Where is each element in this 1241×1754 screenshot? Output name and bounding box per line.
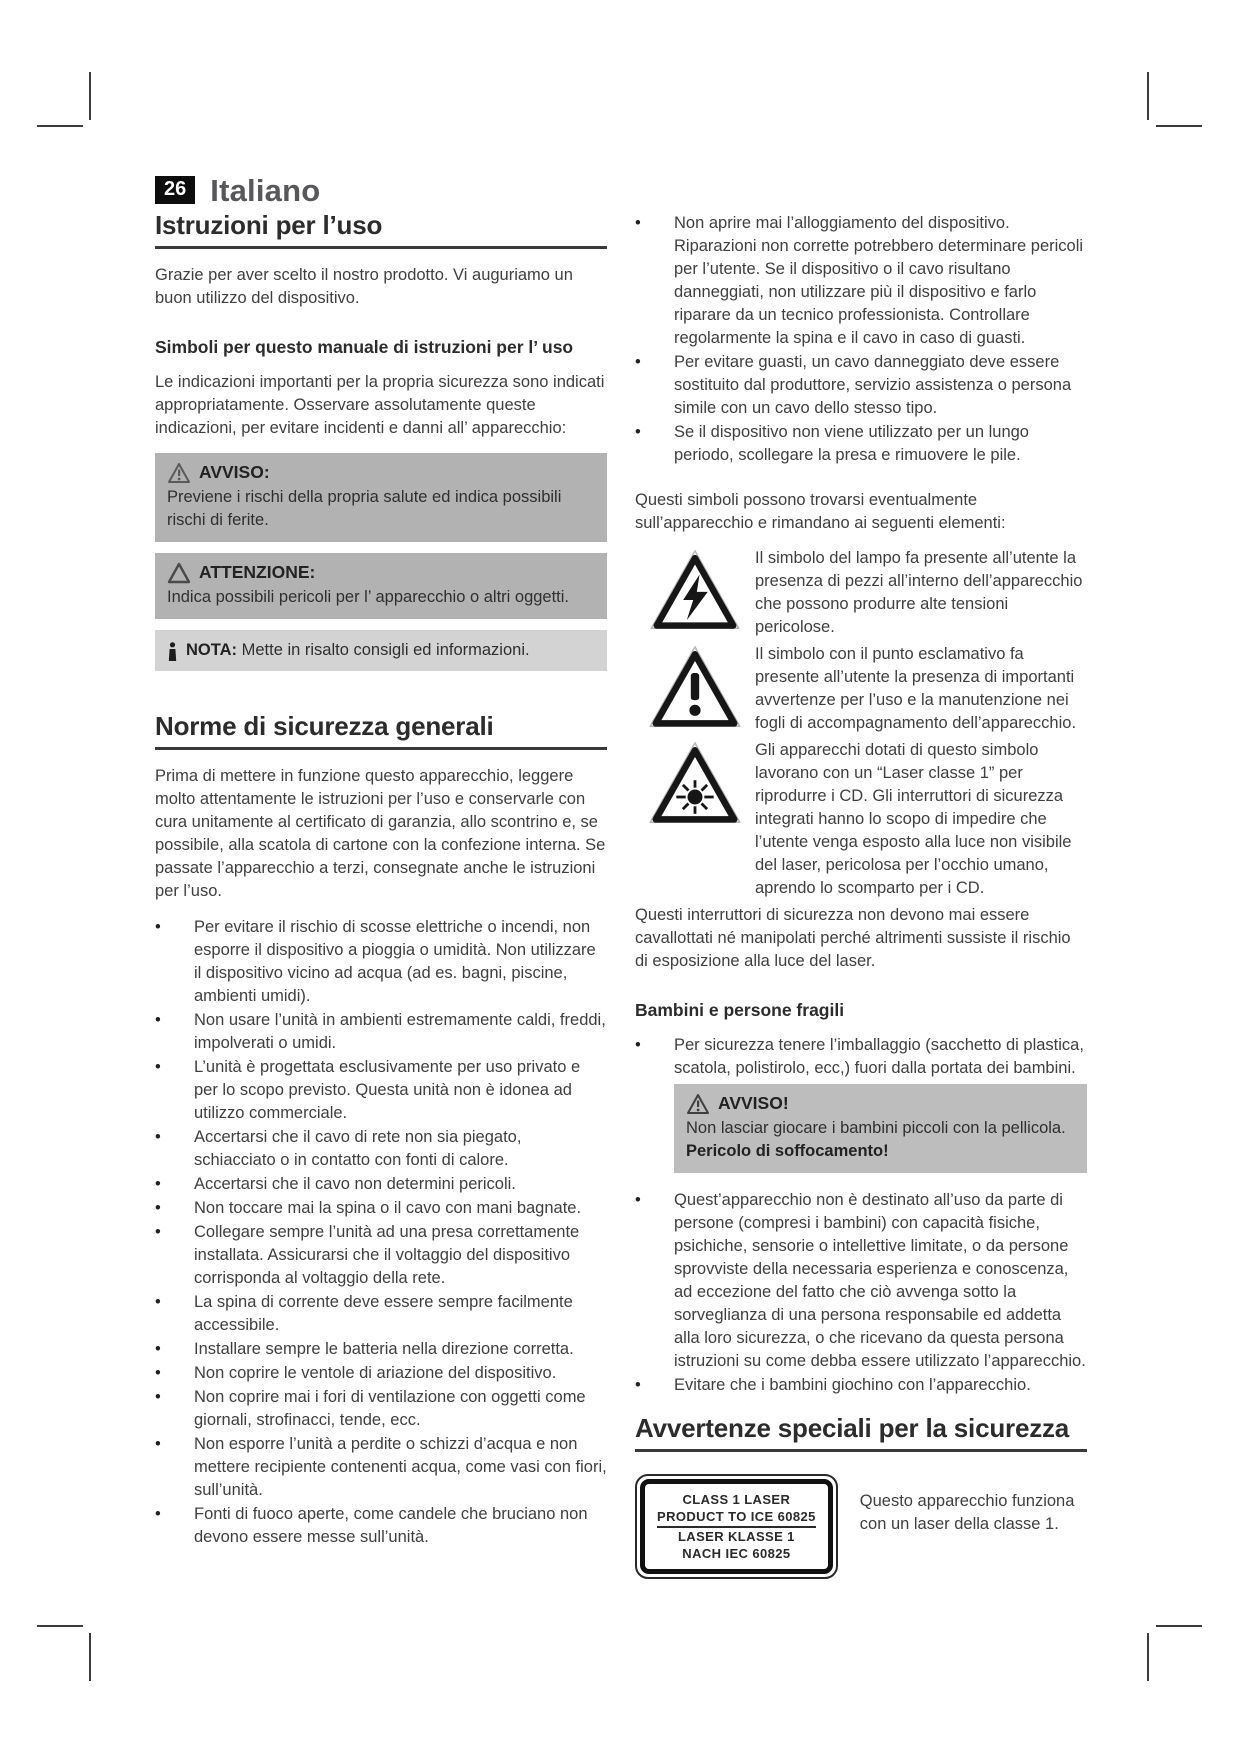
bullet-text: Non coprire le ventole di ariazione del dispositivo. xyxy=(194,1364,557,1382)
language-title: Italiano xyxy=(210,172,321,208)
warning-box-header xyxy=(167,461,595,484)
laser-label-line xyxy=(657,1508,816,1528)
crop-mark xyxy=(1156,125,1202,127)
bullet-text: Per evitare il rischio di scosse elettriche o incendi, non esporre il dispositivo a pioggia o umidità. Non utilizzare il dispositivo vicino ad acqua (ad es. bagni, piscine, ambienti umidi). xyxy=(194,918,596,1005)
bullet-item xyxy=(155,1386,607,1432)
laser-triangle-icon xyxy=(635,739,755,900)
bullet-text: Quest’apparecchio non è destinato all’uso da parte di persone (compresi i bambini) con capacità fisiche, psichiche, sensorie o intellettive limitate, o da persone sprovviste della necessaria esperienza e conoscenza, ad eccezione del fatto che ciò avvenga sotto la sorveglianza di una persona responsabile ed addetta alla loro sicurezza, o che ricevano da questa persona istruzioni su come debba essere utilizzato l’apparecchio. xyxy=(674,1191,1086,1370)
bullet-text: Per sicurezza tenere l’imballaggio (sacchetto di plastica, scatola, polistirolo, ecc,) fuori dalla portata dei bambini. xyxy=(674,1036,1084,1077)
note-body: Mette in risalto consigli ed informazioni. xyxy=(241,641,530,659)
bullet-marker: • xyxy=(155,1435,161,1453)
bullet-text: Evitare che i bambini giochino con l’apparecchio. xyxy=(674,1376,1031,1394)
page-number-badge: 26 xyxy=(155,176,195,204)
bullet-text: Installare sempre le batteria nella direzione corretta. xyxy=(194,1340,574,1358)
symbol-description: Il simbolo del lampo fa presente all’utente la presenza di pezzi all’interno dell’apparecchio che possono produrre alte tensioni pericolose. xyxy=(755,549,1083,636)
bullet-marker: • xyxy=(155,918,161,936)
bullet-text: Non toccare mai la spina o il cavo con mani bagnate. xyxy=(194,1199,582,1217)
bullet-marker: • xyxy=(155,1340,161,1358)
bullet-text: Non esporre l’unità a perdite o schizzi d’acqua e non mettere recipiente contenenti acqua, come vasi con fiori, sull’unità. xyxy=(194,1435,607,1499)
device-bullet-list xyxy=(635,212,1087,467)
right-column xyxy=(635,212,1087,1579)
bullet-item xyxy=(635,1034,1087,1080)
bullet-item xyxy=(155,1221,607,1290)
bullet-item xyxy=(155,1503,607,1549)
bullet-text: Se il dispositivo non viene utilizzato per un lungo periodo, scollegare la presa e rimuovere le pile. xyxy=(674,423,1029,464)
safety-intro-paragraph: Prima di mettere in funzione questo apparecchio, leggere molto attentamente le istruzioni per l’uso e conservarle con cura unitamente al certificato di garanzia, allo scontrino e, se possibile, alla scatola di cartone con la confezione interna. Se passate l’apparecchio a terzi, consegnate anche le istruzioni per l’uso. xyxy=(155,767,606,900)
bullet-marker: • xyxy=(155,1223,161,1241)
bullet-item xyxy=(155,1433,607,1502)
bullet-marker: • xyxy=(635,1036,641,1054)
symbol-row xyxy=(635,643,1087,735)
choking-warning-box xyxy=(674,1084,1087,1173)
warning-box-title: AVVISO: xyxy=(199,462,270,482)
choking-warning-bold-text: Pericolo di soffocamento! xyxy=(686,1142,889,1160)
bullet-item xyxy=(155,1009,607,1055)
laser-label-line: CLASS 1 LASER xyxy=(682,1492,791,1507)
bullet-marker: • xyxy=(155,1175,161,1193)
section-title-istruzioni: Istruzioni per l’uso xyxy=(155,214,607,249)
safety-bullet-list xyxy=(155,916,607,1549)
bullet-marker: • xyxy=(155,1505,161,1523)
bullet-marker: • xyxy=(635,1191,641,1209)
bullet-item xyxy=(155,916,607,1008)
class1-laser-label xyxy=(635,1474,838,1579)
section-title-avvertenze: Avvertenze speciali per la sicurezza xyxy=(635,1417,1087,1452)
bullet-item xyxy=(155,1126,607,1172)
bullet-item xyxy=(155,1291,607,1337)
bullet-item xyxy=(155,1362,607,1385)
bullet-item xyxy=(155,1173,607,1196)
children-section-title: Bambini e persone fragili xyxy=(635,1000,845,1020)
info-icon xyxy=(167,639,178,661)
bullet-text: Non usare l’unità in ambienti estremamente caldi, freddi, impolverati o umidi. xyxy=(194,1011,606,1052)
warning-box-text: Previene i rischi della propria salute ed indica possibili rischi di ferite. xyxy=(167,488,562,529)
page-header xyxy=(155,172,607,208)
caution-box xyxy=(155,553,607,619)
laser-label-line: LASER KLASSE 1 xyxy=(677,1529,795,1544)
children-bullet-list xyxy=(635,1034,1087,1080)
class1-laser-label-text xyxy=(640,1479,833,1574)
subsection-symbols-title: Simboli per questo manuale di istruzioni per l’ uso xyxy=(155,337,574,357)
exclamation-triangle-icon xyxy=(635,643,755,735)
bullet-text: Accertarsi che il cavo di rete non sia piegato, schiacciato o in contatto con fonti di calore. xyxy=(194,1128,522,1169)
symbol-row xyxy=(635,547,1087,639)
bullet-item xyxy=(155,1197,607,1220)
bullet-marker: • xyxy=(155,1058,161,1076)
crop-mark xyxy=(37,125,83,127)
choking-warning-text: Non lasciar giocare i bambini piccoli con la pellicola. xyxy=(686,1119,1066,1137)
bullet-text: Fonti di fuoco aperte, come candele che bruciano non devono essere messe sull’unità. xyxy=(194,1505,588,1546)
bullet-text: Non aprire mai l’alloggiamento del dispositivo. Riparazioni non corrette potrebbero determinare pericoli per l’utente. Se il dispositivo o il cavo risultano danneggiati, non utilizzare più il dispositivo e farlo riparare da un tecnico professionista. Controllare regolarmente la spina e il cavo in caso di guasti. xyxy=(674,214,1084,347)
laser-caption: Questo apparecchio funziona con un laser della classe 1. xyxy=(859,1492,1075,1533)
warning-triangle-icon xyxy=(167,462,191,484)
bullet-marker: • xyxy=(155,1364,161,1382)
crop-mark xyxy=(89,72,91,120)
bullet-text: Non coprire mai i fori di ventilazione con oggetti come giornali, strofinacci, tende, ecc. xyxy=(194,1388,586,1429)
left-column xyxy=(155,172,607,1550)
triangle-icon xyxy=(167,562,191,584)
caution-box-title: ATTENZIONE: xyxy=(199,562,316,582)
bullet-item xyxy=(635,421,1087,467)
intro-paragraph: Grazie per aver scelto il nostro prodotto. Vi auguriamo un buon utilizzo del dispositivo. xyxy=(155,266,573,307)
bullet-item xyxy=(155,1338,607,1361)
symbol-description: Gli apparecchi dotati di questo simbolo lavorano con un “Laser classe 1” per riprodurre i CD. Gli interruttori di sicurezza integrati hanno lo scopo di impedire che l’utente venga esposto alla luce non visibile del laser, pericolosa per l’occhio umano, aprendo lo scomparto per i CD. xyxy=(755,741,1072,897)
bullet-marker: • xyxy=(155,1011,161,1029)
bullet-text: Per evitare guasti, un cavo danneggiato deve essere sostituito dal produttore, servizio assistenza o persona simile con un cavo dello stesso tipo. xyxy=(674,353,1072,417)
laser-class-row xyxy=(635,1474,1087,1579)
caution-box-header xyxy=(167,561,595,584)
symbol-row xyxy=(635,739,1087,900)
high-voltage-triangle-icon xyxy=(635,547,755,639)
bullet-marker: • xyxy=(635,423,641,441)
bullet-item xyxy=(635,1374,1087,1397)
choking-warning-header xyxy=(686,1092,1075,1115)
laser-label-line-underlined: PRODUCT TO ICE 60825 xyxy=(657,1508,816,1528)
bullet-item xyxy=(635,212,1087,350)
laser-interlock-note: Questi interruttori di sicurezza non devono mai essere cavallottati né manipolati perché altrimenti sussiste il rischio di esposizione alla luce del laser. xyxy=(635,906,1071,970)
bullet-text: La spina di corrente deve essere sempre facilmente accessibile. xyxy=(194,1293,573,1334)
crop-mark xyxy=(1156,1625,1202,1627)
symbols-intro-paragraph: Le indicazioni importanti per la propria sicurezza sono indicati appropriatamente. Osservare assolutamente queste indicazioni, per evitare incidenti e danni all’ apparecchio: xyxy=(155,373,605,437)
bullet-marker: • xyxy=(155,1388,161,1406)
supervision-bullet-list xyxy=(635,1189,1087,1397)
bullet-item xyxy=(155,1056,607,1125)
crop-mark xyxy=(1147,72,1149,120)
crop-mark xyxy=(1147,1633,1149,1681)
note-strip xyxy=(155,630,607,671)
laser-label-line: NACH IEC 60825 xyxy=(682,1546,791,1561)
bullet-marker: • xyxy=(635,1376,641,1394)
bullet-marker: • xyxy=(155,1199,161,1217)
bullet-marker: • xyxy=(155,1128,161,1146)
bullet-text: Collegare sempre l’unità ad una presa correttamente installata. Assicurarsi che il voltaggio del dispositivo corrisponda al voltaggio della rete. xyxy=(194,1223,580,1287)
caution-box-text: Indica possibili pericoli per l’ apparecchio o altri oggetti. xyxy=(167,588,570,606)
note-label: NOTA: xyxy=(186,641,238,659)
crop-mark xyxy=(89,1633,91,1681)
warning-box xyxy=(155,453,607,542)
bullet-text: Accertarsi che il cavo non determini pericoli. xyxy=(194,1175,516,1193)
choking-warning-title: AVVISO! xyxy=(718,1093,789,1113)
bullet-item xyxy=(635,1189,1087,1373)
bullet-marker: • xyxy=(635,214,641,232)
bullet-text: L’unità è progettata esclusivamente per uso privato e per lo scopo previsto. Questa unità non è idonea ad utilizzo commerciale. xyxy=(194,1058,581,1122)
symbols-on-device-intro: Questi simboli possono trovarsi eventualmente sull’apparecchio e rimandano ai seguenti elementi: xyxy=(635,491,1006,532)
bullet-marker: • xyxy=(635,353,641,371)
warning-triangle-icon xyxy=(686,1093,710,1115)
bullet-marker: • xyxy=(155,1293,161,1311)
symbol-description: Il simbolo con il punto esclamativo fa presente all’utente la presenza di importanti avvertenze per l’uso e la manutenzione nei fogli di accompagnamento dell’apparecchio. xyxy=(755,645,1077,732)
bullet-item xyxy=(635,351,1087,420)
section-title-norme: Norme di sicurezza generali xyxy=(155,715,607,750)
crop-mark xyxy=(37,1625,83,1627)
note-text xyxy=(186,639,530,662)
